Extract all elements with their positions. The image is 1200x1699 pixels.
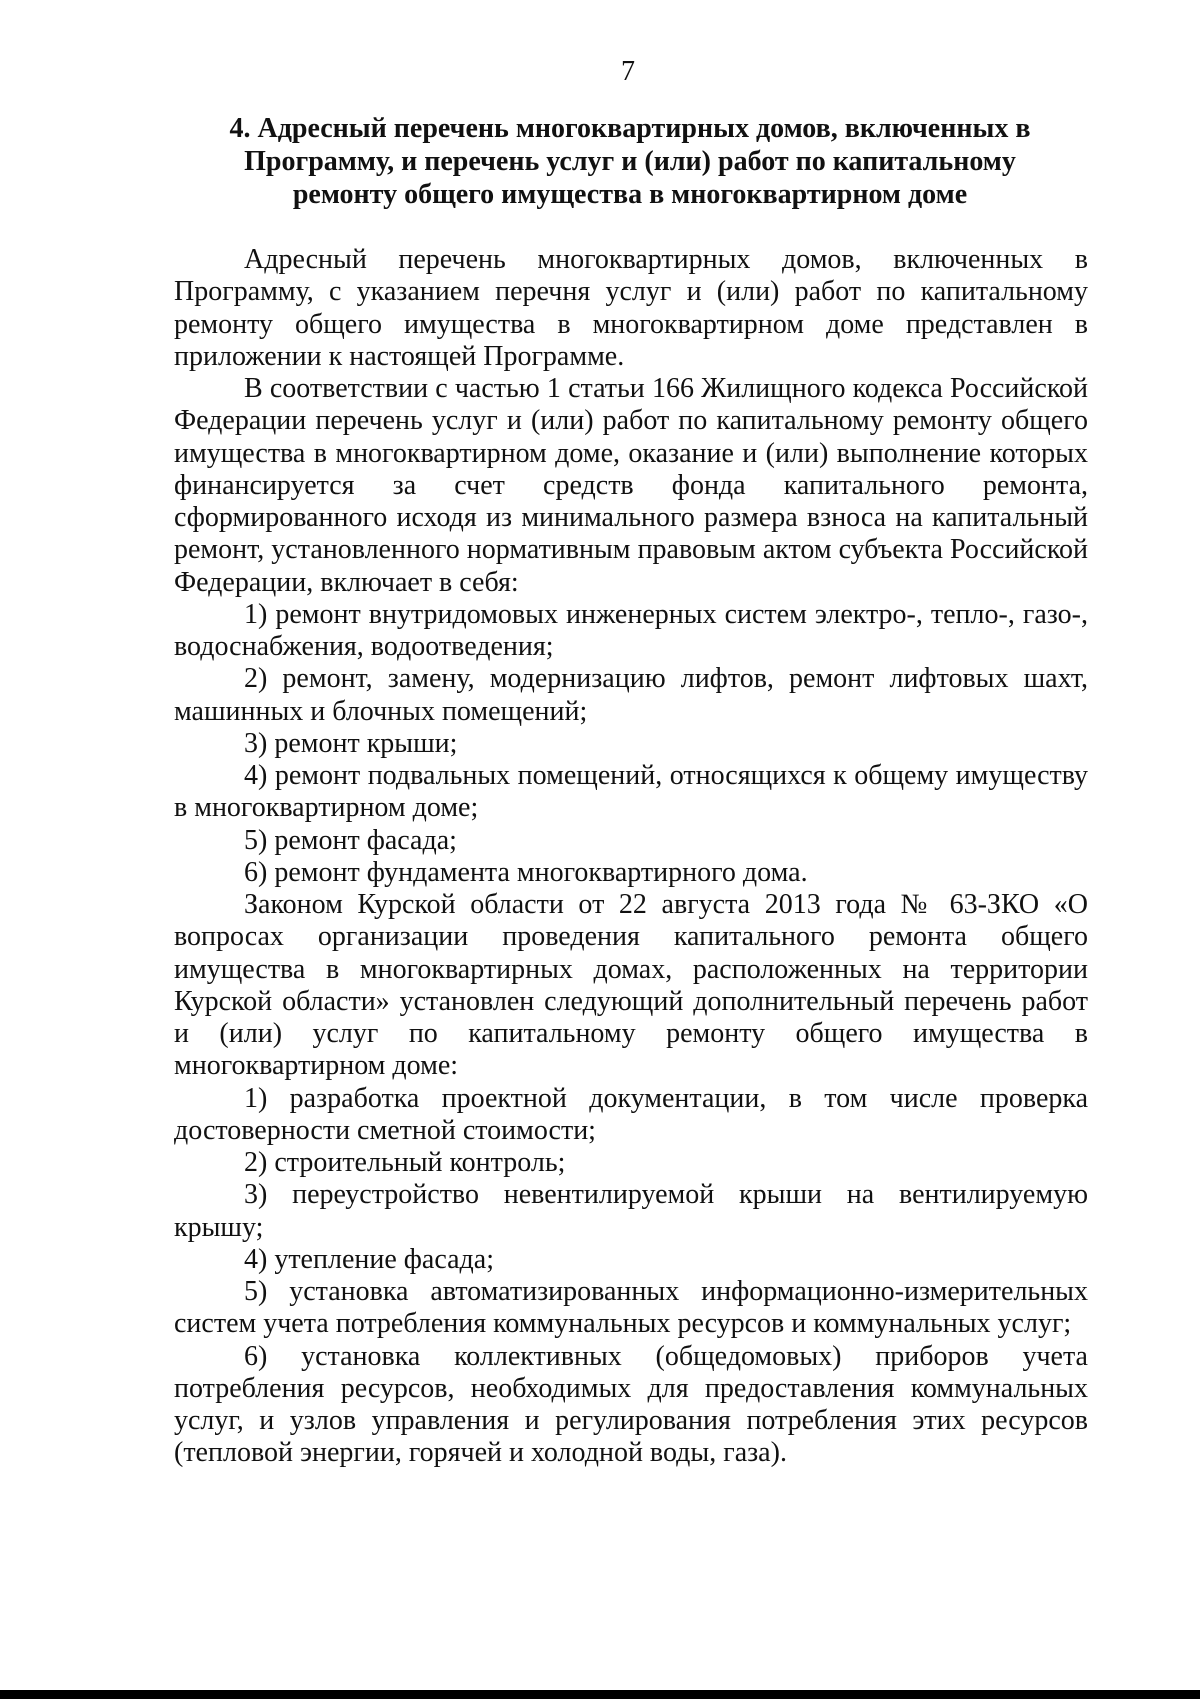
list-item: 3) ремонт крыши; xyxy=(244,727,458,759)
list-item: 6) установка коллективных (общедомовых) приборов учета потребления ресурсов, необходимых для предоставления коммунальных услуг, и узлов управления и регулирования потребления этих ресурсов (тепловой энергии, горячей и холодной воды, газа). xyxy=(174,1340,1088,1469)
list-item: 1) разработка проектной документации, в том числе проверка достоверности сметной стоимости; xyxy=(174,1082,1088,1146)
section-heading-line: ремонту общего имущества в многоквартирном доме xyxy=(292,179,968,210)
list-item: 6) ремонт фундамента многоквартирного дома. xyxy=(244,856,808,888)
list-item: 3) переустройство невентилируемой крыши на вентилируемую крышу; xyxy=(174,1179,1088,1243)
list-item: 5) ремонт фасада; xyxy=(244,824,457,856)
page-number: 7 xyxy=(621,56,635,87)
list-item: 1) ремонт внутридомовых инженерных систем электро-, тепло-, газо-, водоснабжения, водоотведения; xyxy=(174,598,1088,662)
list-item: 5) установка автоматизированных информационно-измерительных систем учета потребления коммунальных ресурсов и коммунальных услуг; xyxy=(174,1276,1088,1340)
list-item: 4) ремонт подвальных помещений, относящихся к общему имуществу в многоквартирном доме; xyxy=(174,760,1088,824)
list-item: 4) утепление фасада; xyxy=(244,1243,494,1275)
paragraph-kursk-law: Законом Курской области от 22 августа 2013 года № 63-ЗКО «О вопросах организации проведения капитального ремонта общего имущества в многоквартирных домах, расположенных на территории Курской области» установлен следующий дополнительный перечень работ и (или) услуг по капитальному ремонту общего имущества в многоквартирном доме: xyxy=(174,889,1088,1082)
document-body xyxy=(174,244,1088,1470)
list-item: 2) строительный контроль; xyxy=(244,1147,566,1178)
section-heading xyxy=(174,112,1086,211)
list-item: 2) ремонт, замену, модернизацию лифтов, ремонт лифтовых шахт, машинных и блочных помещений; xyxy=(174,663,1088,727)
paragraph-housing-code: В соответствии с частью 1 статьи 166 Жилищного кодекса Российской Федерации перечень услуг и (или) работ по капитальному ремонту общего имущества в многоквартирном доме, оказание и (или) выполнение которых финансируется за счет средств фонда капитального ремонта, сформированного исходя из минимального размера взноса на капитальный ремонт, установленного нормативным правовым актом субъекта Российской Федерации, включает в себя: xyxy=(174,373,1088,598)
scan-edge-border xyxy=(0,1690,1200,1699)
paragraph-address-list: Адресный перечень многоквартирных домов, включенных в Программу, с указанием перечня услуг и (или) работ по капитальному ремонту общего имущества в многоквартирном доме представлен в приложении к настоящей Программе. xyxy=(174,244,1088,372)
section-heading-line: Программу, и перечень услуг и (или) работ по капитальному xyxy=(244,146,1016,177)
section-heading-line: 4. Адресный перечень многоквартирных домов, включенных в xyxy=(229,113,1031,144)
